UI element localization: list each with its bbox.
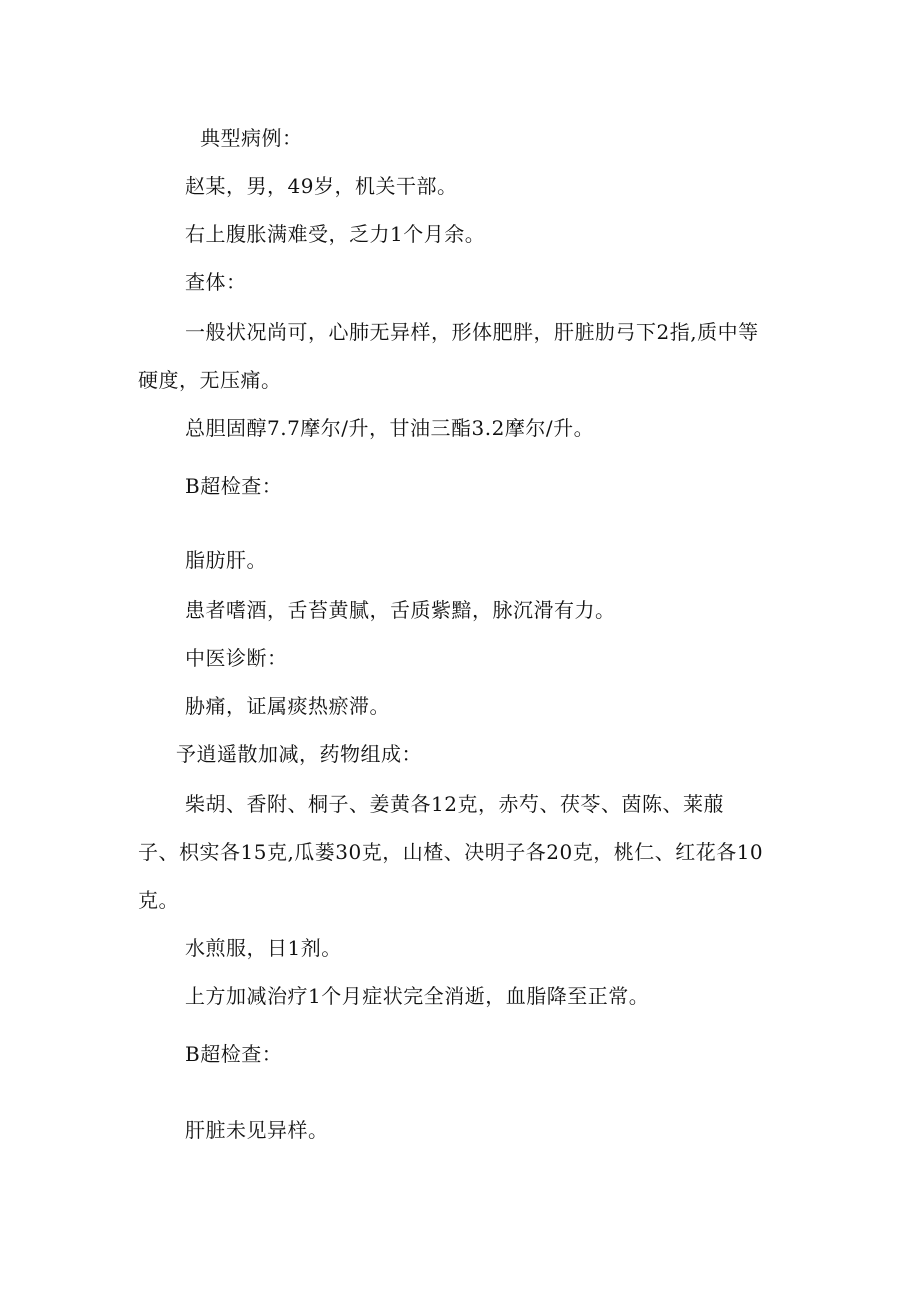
prescription-line-2: 子、枳实各15克,瓜蒌30克，山楂、决明子各20克，桃仁、红花各10: [138, 840, 764, 864]
section-heading-ultrasound-2: B超检查：: [185, 1042, 283, 1066]
treatment-outcome-line: 上方加减治疗1个月症状完全消逝，血脂降至正常。: [185, 984, 650, 1008]
exam-findings-line-2: 硬度，无压痛。: [138, 368, 282, 392]
ultrasound-result-1: 脂肪肝。: [185, 548, 267, 572]
dosage-line: 水煎服，日1剂。: [185, 936, 342, 960]
lipid-results-line: 总胆固醇7.7摩尔/升，甘油三酯3.2摩尔/升。: [185, 416, 595, 440]
diagnosis-line: 胁痛，证属痰热瘀滞。: [185, 694, 390, 718]
section-heading-typical-case: 典型病例：: [200, 126, 303, 150]
section-heading-ultrasound-1: B超检查：: [185, 474, 283, 498]
prescription-line-1: 柴胡、香附、桐子、姜黄各12克，赤芍、茯苓、茵陈、莱菔: [185, 792, 724, 816]
exam-findings-line-1: 一般状况尚可，心肺无异样，形体肥胖，肝脏肋弓下2指,质中等: [185, 320, 759, 344]
prescription-heading-line: 予逍遥散加减，药物组成：: [176, 742, 422, 766]
prescription-line-3: 克。: [138, 888, 179, 912]
section-heading-diagnosis: 中医诊断：: [185, 646, 288, 670]
chief-complaint-line: 右上腹胀满难受，乏力1个月余。: [185, 222, 486, 246]
patient-info-line: 赵某，男，49岁，机关干部。: [185, 174, 458, 198]
patient-symptoms-line: 患者嗜酒，舌苔黄腻，舌质紫黯，脉沉滑有力。: [185, 598, 616, 622]
ultrasound-result-2: 肝脏未见异样。: [185, 1118, 329, 1142]
section-heading-exam: 查体：: [185, 270, 247, 294]
